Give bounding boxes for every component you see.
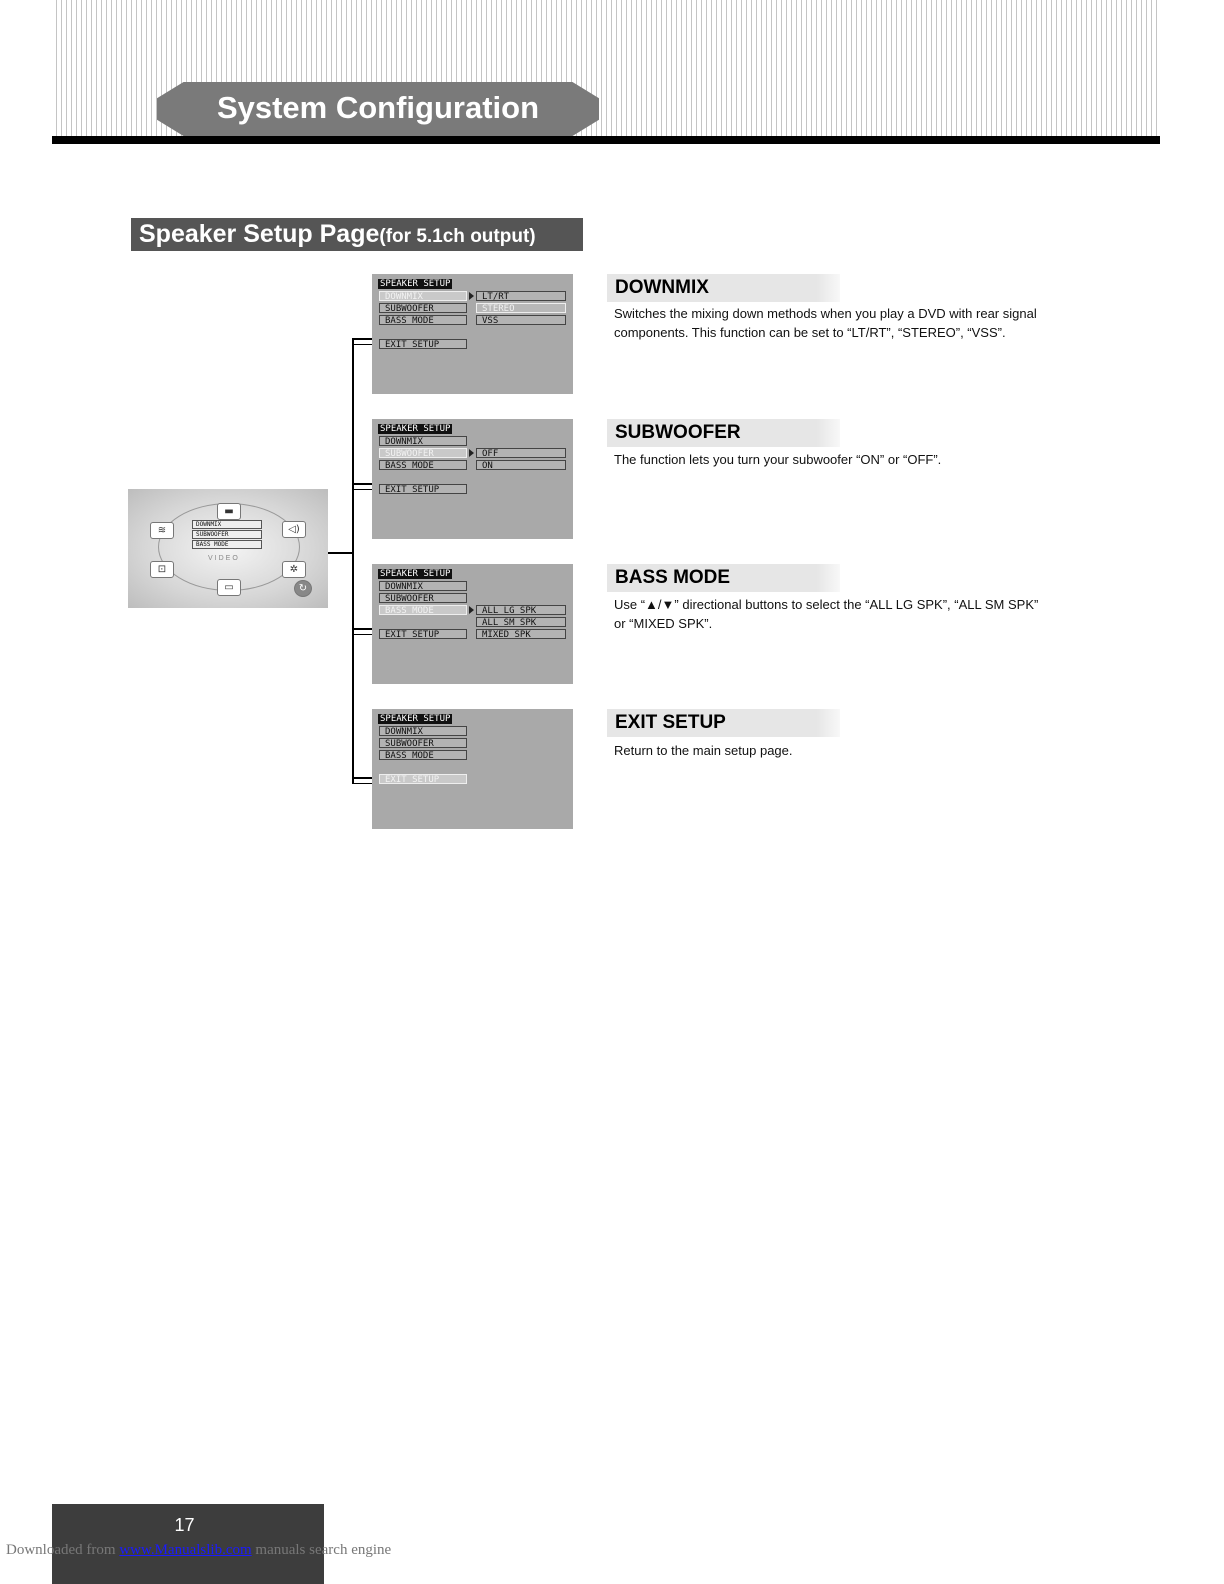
thumbnail-menu-item: SUBWOOFER (192, 530, 262, 539)
osd-item-subwoofer: SUBWOOFER (379, 448, 467, 458)
osd-item-exit-setup: EXIT SETUP (379, 484, 467, 494)
osd-item-subwoofer: SUBWOOFER (379, 738, 467, 748)
osd-title: SPEAKER SETUP (380, 569, 451, 579)
thumbnail-label: VIDEO (208, 555, 240, 562)
osd-screen-subwoofer (372, 419, 573, 539)
osd-item-subwoofer: SUBWOOFER (379, 303, 467, 313)
osd-item-exit-setup: EXIT SETUP (379, 629, 467, 639)
osd-item-exit-setup: EXIT SETUP (379, 774, 467, 784)
lock-icon: ⊡ (150, 561, 174, 578)
downmix-heading: DOWNMIX (607, 274, 840, 302)
connector-line (328, 552, 353, 554)
thumbnail-menu (192, 520, 262, 550)
osd-screen-bass-mode (372, 564, 573, 684)
atom-icon: ✲ (282, 561, 306, 578)
connector-trunk (352, 338, 354, 784)
download-footer (6, 1542, 391, 1559)
connector-branch-bass (352, 628, 373, 630)
exit-setup-heading: EXIT SETUP (607, 709, 840, 737)
osd-option: LT/RT (476, 291, 566, 301)
manualslib-link[interactable]: www.Manualslib.com (119, 1542, 252, 1558)
subwoofer-heading: SUBWOOFER (607, 419, 840, 447)
osd-option: VSS (476, 315, 566, 325)
osd-screen-exit-setup (372, 709, 573, 829)
camera-icon: ▬ (217, 503, 241, 520)
osd-item-downmix: DOWNMIX (379, 291, 467, 301)
download-suffix: manuals search engine (251, 1542, 392, 1558)
connector-branch-subwoofer-2 (352, 489, 373, 490)
osd-item-downmix: DOWNMIX (379, 726, 467, 736)
osd-option: OFF (476, 448, 566, 458)
exit-icon: ↻ (294, 580, 312, 597)
connector-branch-subwoofer (352, 483, 373, 485)
connector-branch-bass-2 (352, 634, 373, 635)
arrow-right-icon (469, 449, 474, 457)
section-title (131, 218, 583, 251)
osd-item-bass-mode: BASS MODE (379, 460, 467, 470)
thumbnail-menu-item: DOWNMIX (192, 520, 262, 529)
section-title-sub: (for 5.1ch output) (379, 226, 536, 247)
connector-branch-downmix (352, 338, 373, 340)
arrow-right-icon (469, 606, 474, 614)
speaker-icon: ◁) (282, 521, 306, 538)
osd-option: ON (476, 460, 566, 470)
connector-branch-exit-2 (352, 783, 373, 784)
osd-option: MIXED SPK (476, 629, 566, 639)
bass-mode-heading: BASS MODE (607, 564, 840, 592)
osd-title: SPEAKER SETUP (380, 424, 451, 434)
osd-item-bass-mode: BASS MODE (379, 315, 467, 325)
connector-branch-downmix-2 (352, 344, 373, 345)
osd-item-bass-mode: BASS MODE (379, 605, 467, 615)
osd-item-subwoofer: SUBWOOFER (379, 593, 467, 603)
osd-item-downmix: DOWNMIX (379, 581, 467, 591)
osd-item-exit-setup: EXIT SETUP (379, 339, 467, 349)
osd-item-downmix: DOWNMIX (379, 436, 467, 446)
osd-title: SPEAKER SETUP (380, 279, 451, 289)
bass-mode-description: Use “▲/▼” directional buttons to select the “ALL LG SPK”, “ALL SM SPK” or “MIXED SPK”. (614, 597, 1039, 631)
main-setup-thumbnail (128, 489, 328, 608)
subwoofer-description: The function lets you turn your subwoofer “ON” or “OFF”. (614, 452, 942, 467)
downmix-description: Switches the mixing down methods when you play a DVD with rear signal components. This function can be set to “LT/RT”, “STEREO”, “VSS”. (614, 306, 1037, 340)
osd-option: ALL SM SPK (476, 617, 566, 627)
monitor-icon: ▭ (217, 579, 241, 596)
connector-branch-exit (352, 777, 373, 779)
page-number: 17 (174, 1515, 195, 1535)
osd-item-bass-mode: BASS MODE (379, 750, 467, 760)
header-rule (52, 136, 1160, 144)
osd-screen-downmix (372, 274, 573, 394)
page-title: System Configuration (216, 90, 540, 125)
thumbnail-menu-item: BASS MODE (192, 540, 262, 549)
language-icon: ≋ (150, 522, 174, 539)
osd-option: STEREO (476, 303, 566, 313)
arrow-right-icon (469, 292, 474, 300)
osd-title: SPEAKER SETUP (380, 714, 451, 724)
download-prefix: Downloaded from (6, 1542, 120, 1558)
section-title-main: Speaker Setup Page (139, 220, 380, 248)
osd-option: ALL LG SPK (476, 605, 566, 615)
exit-setup-description: Return to the main setup page. (614, 743, 793, 758)
